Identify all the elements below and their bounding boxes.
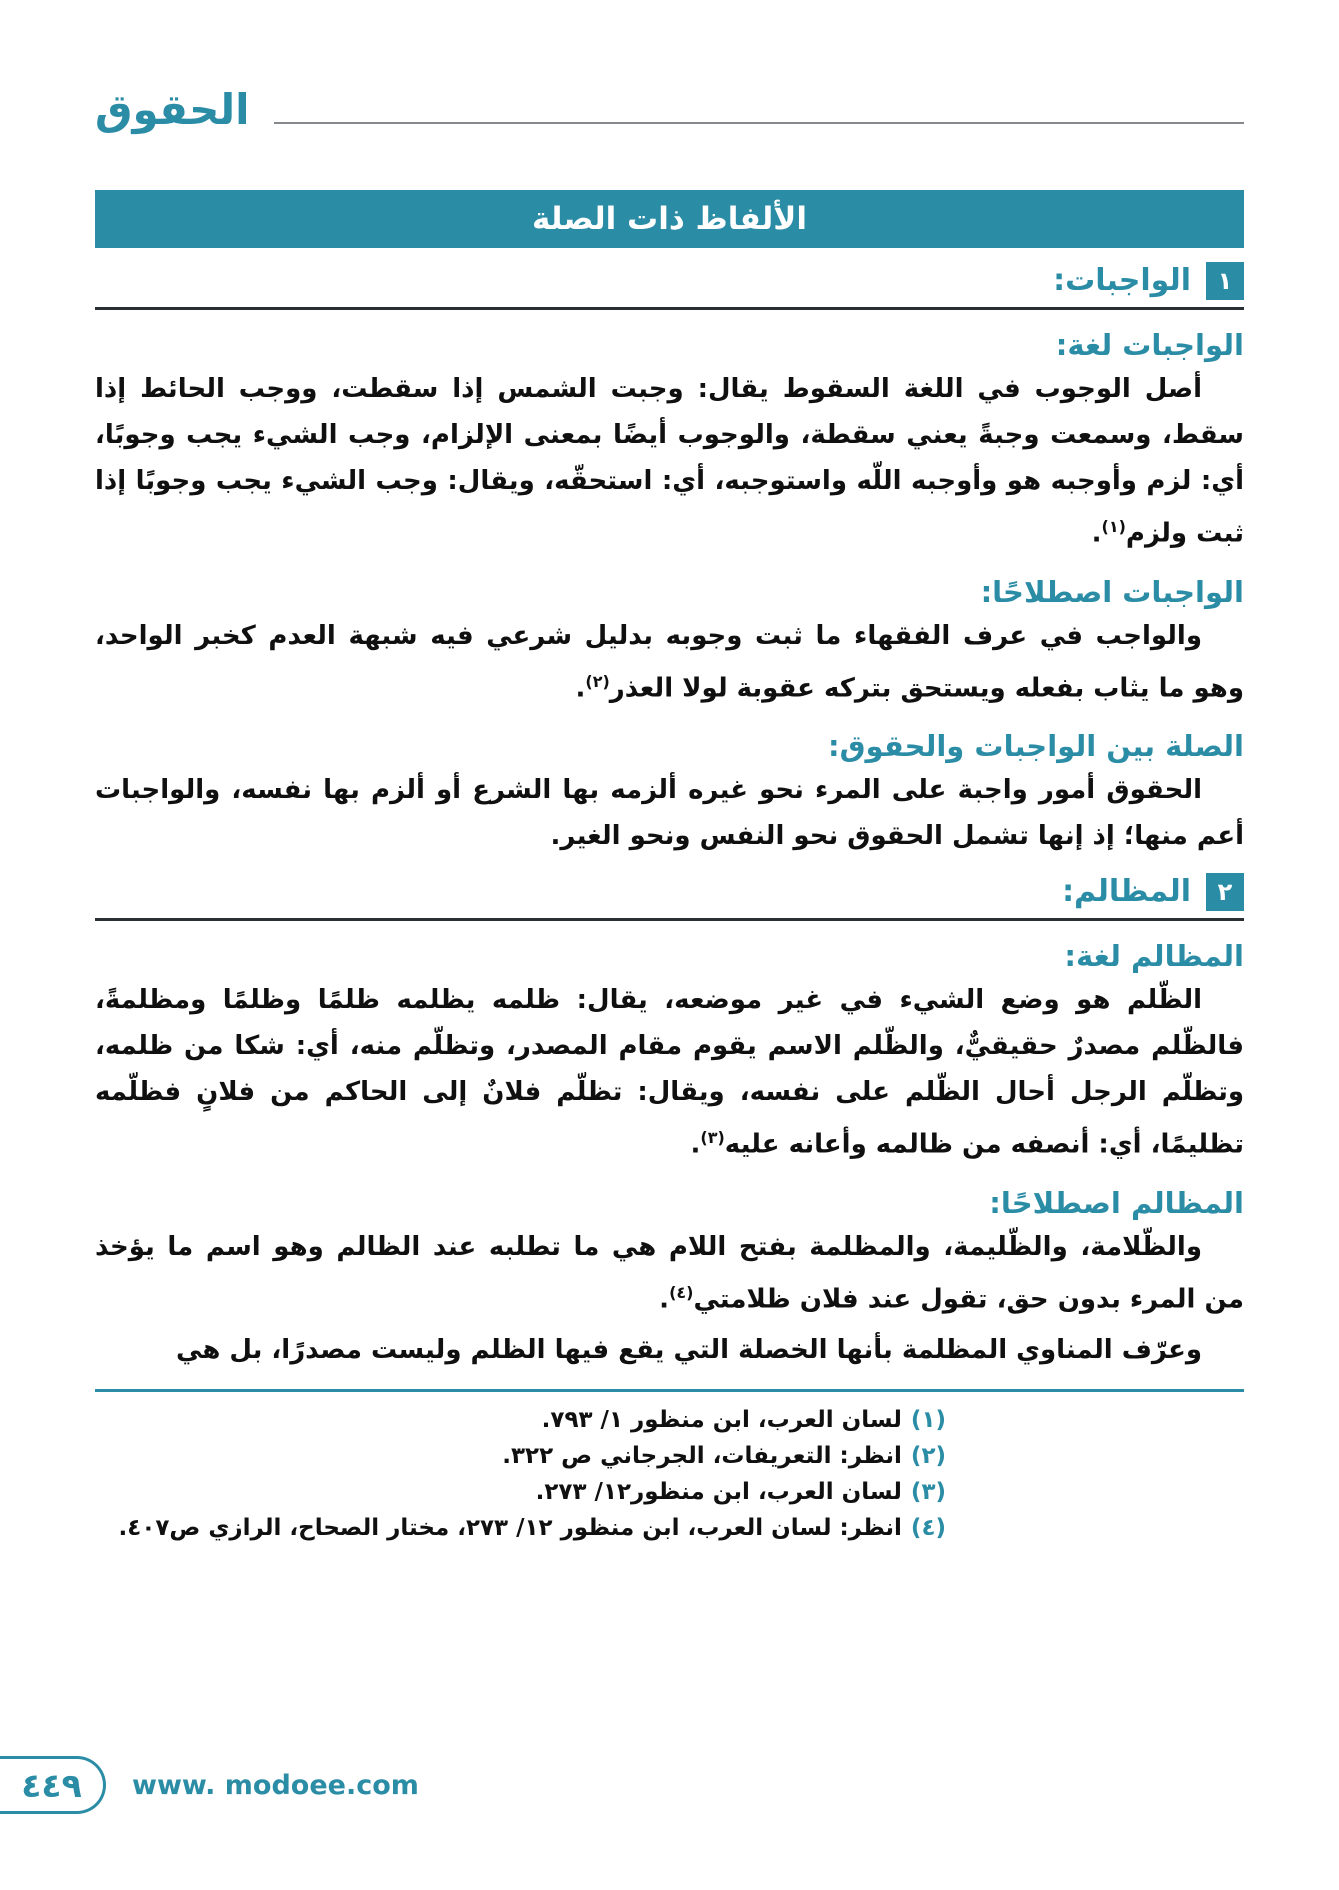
subheading-link-wajibat-huquq: الصلة بين الواجبات والحقوق: [828,729,1244,764]
footnote-text: لسان العرب، ابن منظور ١/ ٧٩٣. [541,1406,902,1433]
paragraph-wajibat-terminology [95,613,1244,712]
footnote-marker-3: (٣) [700,1128,725,1148]
footnote-text: لسان العرب، ابن منظور١٢/ ٢٧٣. [535,1478,902,1505]
paragraph-wajibat-language [95,366,1244,557]
paragraph-tail: . [659,1284,670,1315]
footnote-2 [95,1438,946,1474]
paragraph-text: الظّلم هو وضع الشيء في غير موضعه، يقال: ظلمه يظلمه ظلمًا وظلمًا ومظلمةً، فالظّلم مصدرٌ حقيقيٌّ، والظّلم الاسم يقوم مقام المصدر، وتظلّم منه، أي: شكا من ظلمه، وتظلّم الرجل أحال الظّلم على نفسه، ويقال: تظلّم فلانٌ إلى الحاكم من فلانٍ فظلّمه تظليمًا، أي: أنصفه من ظالمه وأعانه عليه [95,985,1244,1161]
footnote-1 [95,1402,946,1438]
paragraph-tail: . [575,673,586,704]
section-2-divider [95,918,1244,921]
section-2-title: المظالم: [1062,874,1191,910]
paragraph-text: الحقوق أمور واجبة على المرء نحو غيره ألزمه بها الشرع أو ألزم بها نفسه، والواجبات أعم منها؛ إذ إنها تشمل الحقوق نحو النفس ونحو الغير. [95,775,1244,852]
paragraph-tail: . [690,1130,701,1161]
page-number-tab [0,1756,106,1814]
section-1-divider [95,307,1244,310]
paragraph-tail: . [1091,518,1102,549]
related-terms-banner [95,190,1244,248]
paragraph-link-wajibat-huquq [95,767,1244,859]
paragraph-munawi-definition [95,1327,1244,1373]
running-header [0,0,1339,132]
footnote-3 [95,1474,946,1510]
section-1-number-badge: ١ [1206,262,1244,300]
footnote-marker-4: (٤) [669,1283,694,1303]
subheading-mazalim-terminology: المظالم اصطلاحًا: [989,1186,1244,1221]
section-1-title: الواجبات: [1053,263,1191,299]
subheading-wajibat-language: الواجبات لغة: [1055,328,1244,363]
footnote-number: (٤) [910,1514,946,1541]
section-1-heading-row [95,262,1244,300]
footnote-text: انظر: التعريفات، الجرجاني ص ٣٢٢. [502,1442,902,1469]
footnote-number: (٢) [910,1442,946,1469]
header-rule [274,122,1244,124]
paragraph-text: أصل الوجوب في اللغة السقوط يقال: وجبت الشمس إذا سقطت، ووجب الحائط إذا سقط، وسمعت وجبةً يعني سقطة، والوجوب أيضًا بمعنى الإلزام، وجب الشيء يجب وجوبًا، أي: لزم وأوجبه هو وأوجبه اللّه واستوجبه، أي: استحقّه، ويقال: وجب الشيء يجب وجوبًا إذا ثبت ولزم [95,374,1244,549]
paragraph-text: والواجب في عرف الفقهاء ما ثبت وجوبه بدليل شرعي فيه شبهة العدم كخبر الواحد، وهو ما يثاب بفعله ويستحق بتركه عقوبة لولا العذر [95,620,1244,704]
footnote-number: (٣) [910,1478,946,1505]
paragraph-text: والظّلامة، والظّليمة، والمظلمة بفتح اللام هي ما تطلبه عند الظالم وهو اسم ما يؤخذ من المرء بدون حق، تقول عند فلان ظلامتي [95,1232,1244,1315]
subheading-wajibat-terminology: الواجبات اصطلاحًا: [980,574,1244,609]
banner-title: الألفاظ ذات الصلة [531,201,808,238]
footnote-marker-2: (٢) [585,671,610,691]
footnotes-block [95,1402,1244,1546]
website-text: www. modoee.com [132,1770,419,1801]
paragraph-mazalim-terminology [95,1224,1244,1323]
section-2-heading-row [95,873,1244,911]
footnote-marker-1: (١) [1101,517,1126,537]
subheading-mazalim-language: المظالم لغة: [1064,939,1244,974]
paragraph-text: وعرّف المناوي المظلمة بأنها الخصلة التي يقع فيها الظلم وليست مصدرًا، بل هي [176,1334,1202,1365]
footnote-separator [95,1389,1244,1392]
footnote-text: انظر: لسان العرب، ابن منظور ١٢/ ٢٧٣، مختار الصحاح، الرازي ص٤٠٧. [118,1514,902,1541]
section-2-number-badge: ٢ [1206,873,1244,911]
page-number: ٤٤٩ [21,1765,82,1805]
footnote-number: (١) [910,1406,946,1433]
page-content [0,262,1339,1546]
paragraph-mazalim-language [95,977,1244,1168]
chapter-logo: الحقوق [95,85,250,134]
footnote-4 [95,1510,946,1546]
